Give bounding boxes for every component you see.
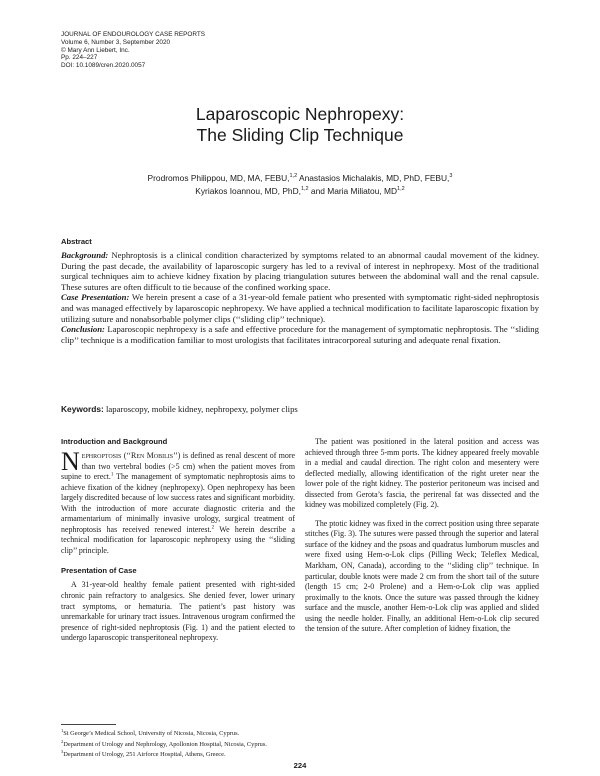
intro-paragraph: [61, 447, 296, 556]
author-3-affil: 1,2: [300, 186, 309, 193]
footnote-1: [61, 727, 267, 738]
intro-text-3: We herein describe a technical modification for laparoscopic nephropexy using the ‘‘sliding clip’’ principle.: [61, 524, 295, 555]
procedure-paragraph-1: The patient was positioned in the lateral position and access was achieved through three 5-mm ports. The kidney appeared freely movable in a medial and caudal direction. The right colon and mesentery were deflected medially, allowing identification of the right ureter near the lower pole of the right kidney. The posterior peritoneum was incised and dissected from Gerota’s fascia, the perirenal fat was dissected and the kidney was mobilized completely (Fig. 2).: [305, 437, 539, 510]
abstract-background: [61, 250, 539, 292]
article-title: [0, 104, 600, 146]
ref-2: 2: [211, 525, 215, 531]
background-label: Background:: [61, 250, 109, 260]
keywords: [61, 404, 539, 415]
title-line-2: The Sliding Clip Technique: [196, 125, 404, 145]
footnote-2-mark: 2: [61, 738, 64, 744]
journal-header: [61, 31, 205, 70]
author-4-affil: 1,2: [397, 186, 405, 193]
journal-volume: Volume 6, Number 3, September 2020: [61, 38, 171, 46]
case-paragraph: A 31-year-old healthy female patient presented with right-sided chronic pain refractory to analgesics. She denied fever, lower urinary tract symptoms, or hematuria. The patient’s past history was unremarkable for urinary tract issues. Intravenous urogram confirmed the presence of right-sided nephroptosis (Fig. 1) and the patient elected to undergo laparoscopic transperitoneal nephropexy.: [61, 580, 295, 643]
footnote-3-mark: 3: [61, 749, 64, 755]
footnote-2-text: Department of Urology and Nephrology, Apollonion Hospital, Nicosia, Cyprus.: [63, 740, 267, 748]
footnote-divider: [61, 724, 116, 725]
journal-name: JOURNAL OF ENDOUROLOGY CASE REPORTS: [61, 31, 206, 38]
footnote-1-mark: 1: [61, 728, 64, 733]
journal-pages: Pp. 224–227: [61, 54, 98, 62]
keywords-label: Keywords:: [61, 404, 104, 414]
page-number: 224: [293, 761, 307, 770]
intro-smallcaps: ephroptosis (‘‘Ren Mobilis’’): [81, 451, 181, 460]
intro-text-1: is defined as renal descent of more than two vertebral bodies (>5 cm) when the patient moves from supine to erect.: [61, 451, 295, 482]
footnote-3-text: Department of Urology, 251 Airforce Hospital, Athens, Greece.: [63, 751, 226, 759]
case-text: We herein present a case of a 31-year-old female patient who presented with symptomatic right-sided nephroptosis and was managed effectively by laparoscopic nephropexy. We have applied a technical modification to facilitate laparoscopic fixation by utilizing suture and nonabsorbable polymer clips (‘‘sliding clip’’ technique).: [61, 292, 540, 324]
abstract-case: [61, 292, 539, 324]
right-column: [305, 437, 539, 635]
footnotes: [61, 727, 267, 759]
author-1-affil: 1,2: [289, 173, 298, 179]
background-text: Nephroptosis is a clinical condition characterized by symptoms related to an abnormal caudal movement of the kidney. During the past decade, the availability of laparoscopic surgery has led to a revival of interest in nephropexy. Most of the traditional surgical techniques aim to achieve kidney fixation by placing triangulation sutures between the abdominal wall and the renal capsule. These sutures are often difficult to tie because of the confined working space.: [61, 250, 539, 292]
abstract-heading: Abstract: [61, 237, 92, 246]
case-heading: Presentation of Case: [61, 566, 137, 576]
ref-1: 1: [110, 472, 114, 478]
abstract-body: [61, 250, 539, 345]
footnote-3: [61, 748, 267, 759]
case-label: Case Presentation:: [61, 292, 130, 303]
journal-doi: DOI: 10.1089/cren.2020.0057: [61, 62, 146, 70]
author-4: and Maria Miliatou, MD: [308, 186, 398, 197]
journal-copyright: © Mary Ann Liebert, Inc.: [61, 46, 130, 54]
footnote-1-text: St George’s Medical School, University of Nicosia, Nicosia, Cyprus.: [63, 730, 240, 738]
left-column: [61, 437, 295, 644]
conclusion-text: Laparoscopic nephropexy is a safe and effective procedure for the management of symptomatic nephroptosis. The ‘‘sliding clip’’ technique is a modification familiar to most urologists that facilitates intracorporeal suturing and adequate renal fixation.: [61, 324, 539, 345]
intro-text-2: The management of symptomatic nephroptosis aims to achieve fixation of the kidney (nephropexy). Open nephropexy has been largely discredited because of low success rates and significant morbidity. With the introduction of more accurate diagnostic criteria and the armamentarium of minimally invasive urology, surgical treatment of nephroptosis has received renewed interest.: [61, 472, 296, 534]
title-line-1: Laparoscopic Nephropexy:: [195, 104, 405, 124]
keywords-text: laparoscopy, mobile kidney, nephropexy, polymer clips: [103, 404, 298, 414]
footnote-2: [61, 738, 267, 749]
author-2-affil: 3: [449, 173, 453, 179]
author-list: [0, 171, 600, 198]
drop-cap: N: [61, 447, 80, 476]
author-3: Kyriakos Ioannou, MD, PhD,: [195, 186, 301, 197]
author-1: Prodromos Philippou, MD, MA, FEBU,: [147, 172, 290, 183]
author-2: Anastasios Michalakis, MD, PhD, FEBU,: [297, 172, 450, 183]
conclusion-label: Conclusion:: [61, 324, 105, 335]
procedure-paragraph-2: The ptotic kidney was fixed in the correct position using three separate stitches (Fig. 3). The sutures were passed through the superior and lateral surface of the kidney and the psoas and quadratus lumborum muscles and were fixed using Hem-o-Lok clips (Pilling Weck; Teleflex Medical, Markham, ON, Canada), according to the ‘‘sliding clip’’ technique. In particular, double knots were made 2 cm from the short tail of the suture (length 15 cm; 2-0 Prolene) and a Hem-o-Lok clip was applied proximally to the knots. Once the suture was passed through the kidney surface and the muscle, another Hem-o-Lok clip was applied and slided using the needle holder. Finally, an additional Hem-o-Lok clip secured the tension of the suture. After completion of kidney fixation, the: [305, 518, 539, 634]
intro-heading: Introduction and Background: [61, 437, 168, 446]
abstract-conclusion: [61, 324, 539, 345]
